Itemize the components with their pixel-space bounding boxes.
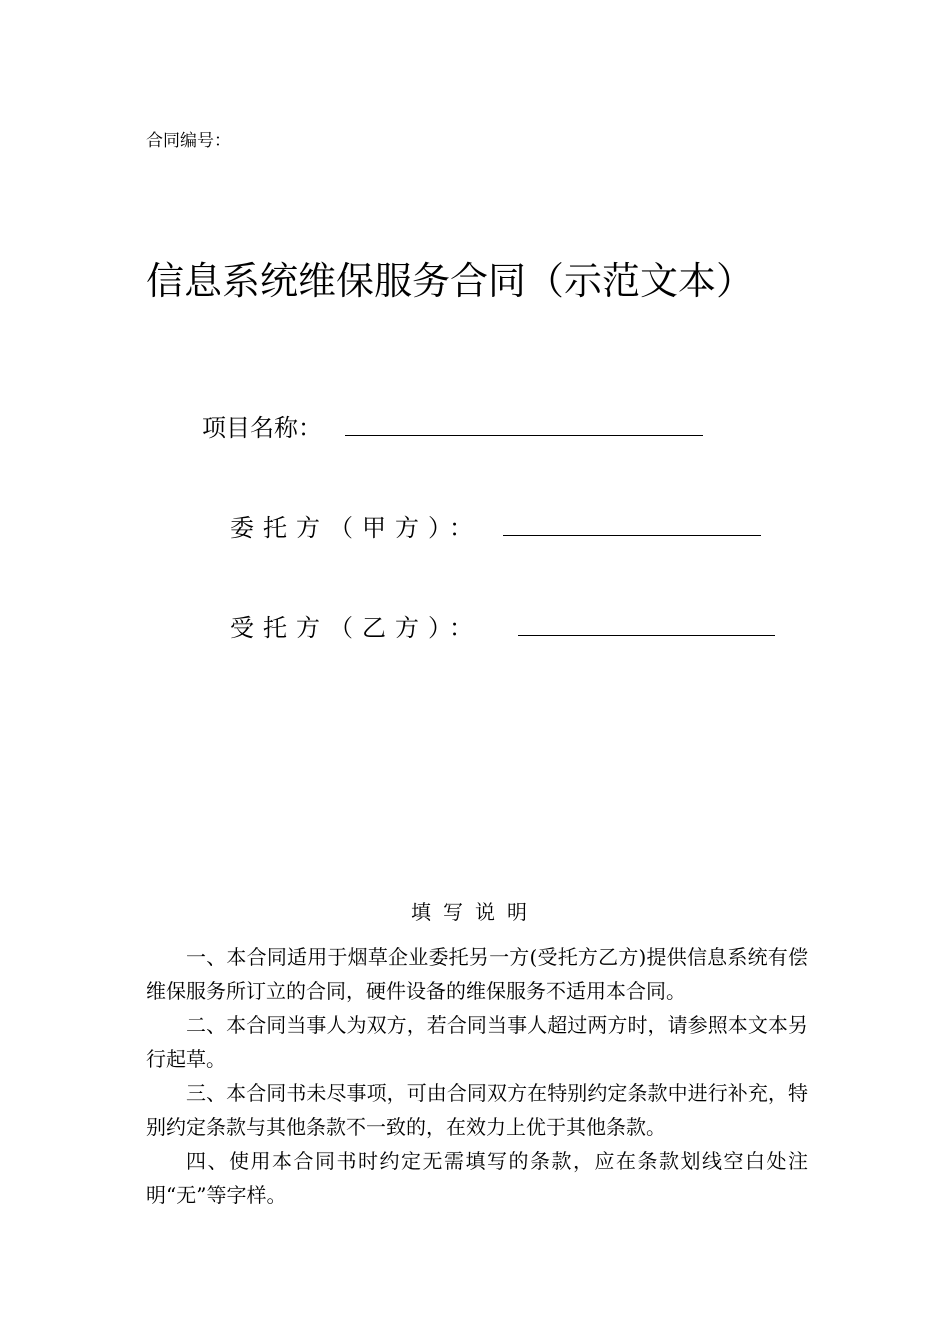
client-label: 委托方（甲方）：: [230, 514, 482, 542]
project-name-field: [202, 408, 322, 443]
project-name-blank[interactable]: [345, 435, 703, 436]
client-blank[interactable]: [503, 535, 761, 536]
project-name-label: 项目名称：: [202, 414, 322, 442]
note-item: 四、使用本合同书时约定无需填写的条款，应在条款划线空白处注明“无”等字样。: [146, 1149, 808, 1207]
notes-title: 填写说明: [411, 900, 539, 924]
note-item: 二、本合同当事人为双方，若合同当事人超过两方时，请参照本文本另行起草。: [146, 1013, 808, 1071]
contract-number-label: 合同编号：: [146, 131, 231, 151]
note-item: 三、本合同书未尽事项，可由合同双方在特别约定条款中进行补充，特别约定条款与其他条款不一致的，在效力上优于其他条款。: [146, 1081, 808, 1139]
client-field: [230, 508, 482, 543]
contractor-blank[interactable]: [518, 635, 775, 636]
contractor-label: 受托方（乙方）：: [230, 614, 482, 642]
document-title: 信息系统维保服务合同（示范文本）: [146, 259, 755, 303]
contractor-field: [230, 608, 482, 643]
note-item: 一、本合同适用于烟草企业委托另一方(受托方乙方)提供信息系统有偿维保服务所订立的合同，硬件设备的维保服务不适用本合同。: [146, 945, 808, 1003]
notes-body: [146, 940, 808, 1212]
